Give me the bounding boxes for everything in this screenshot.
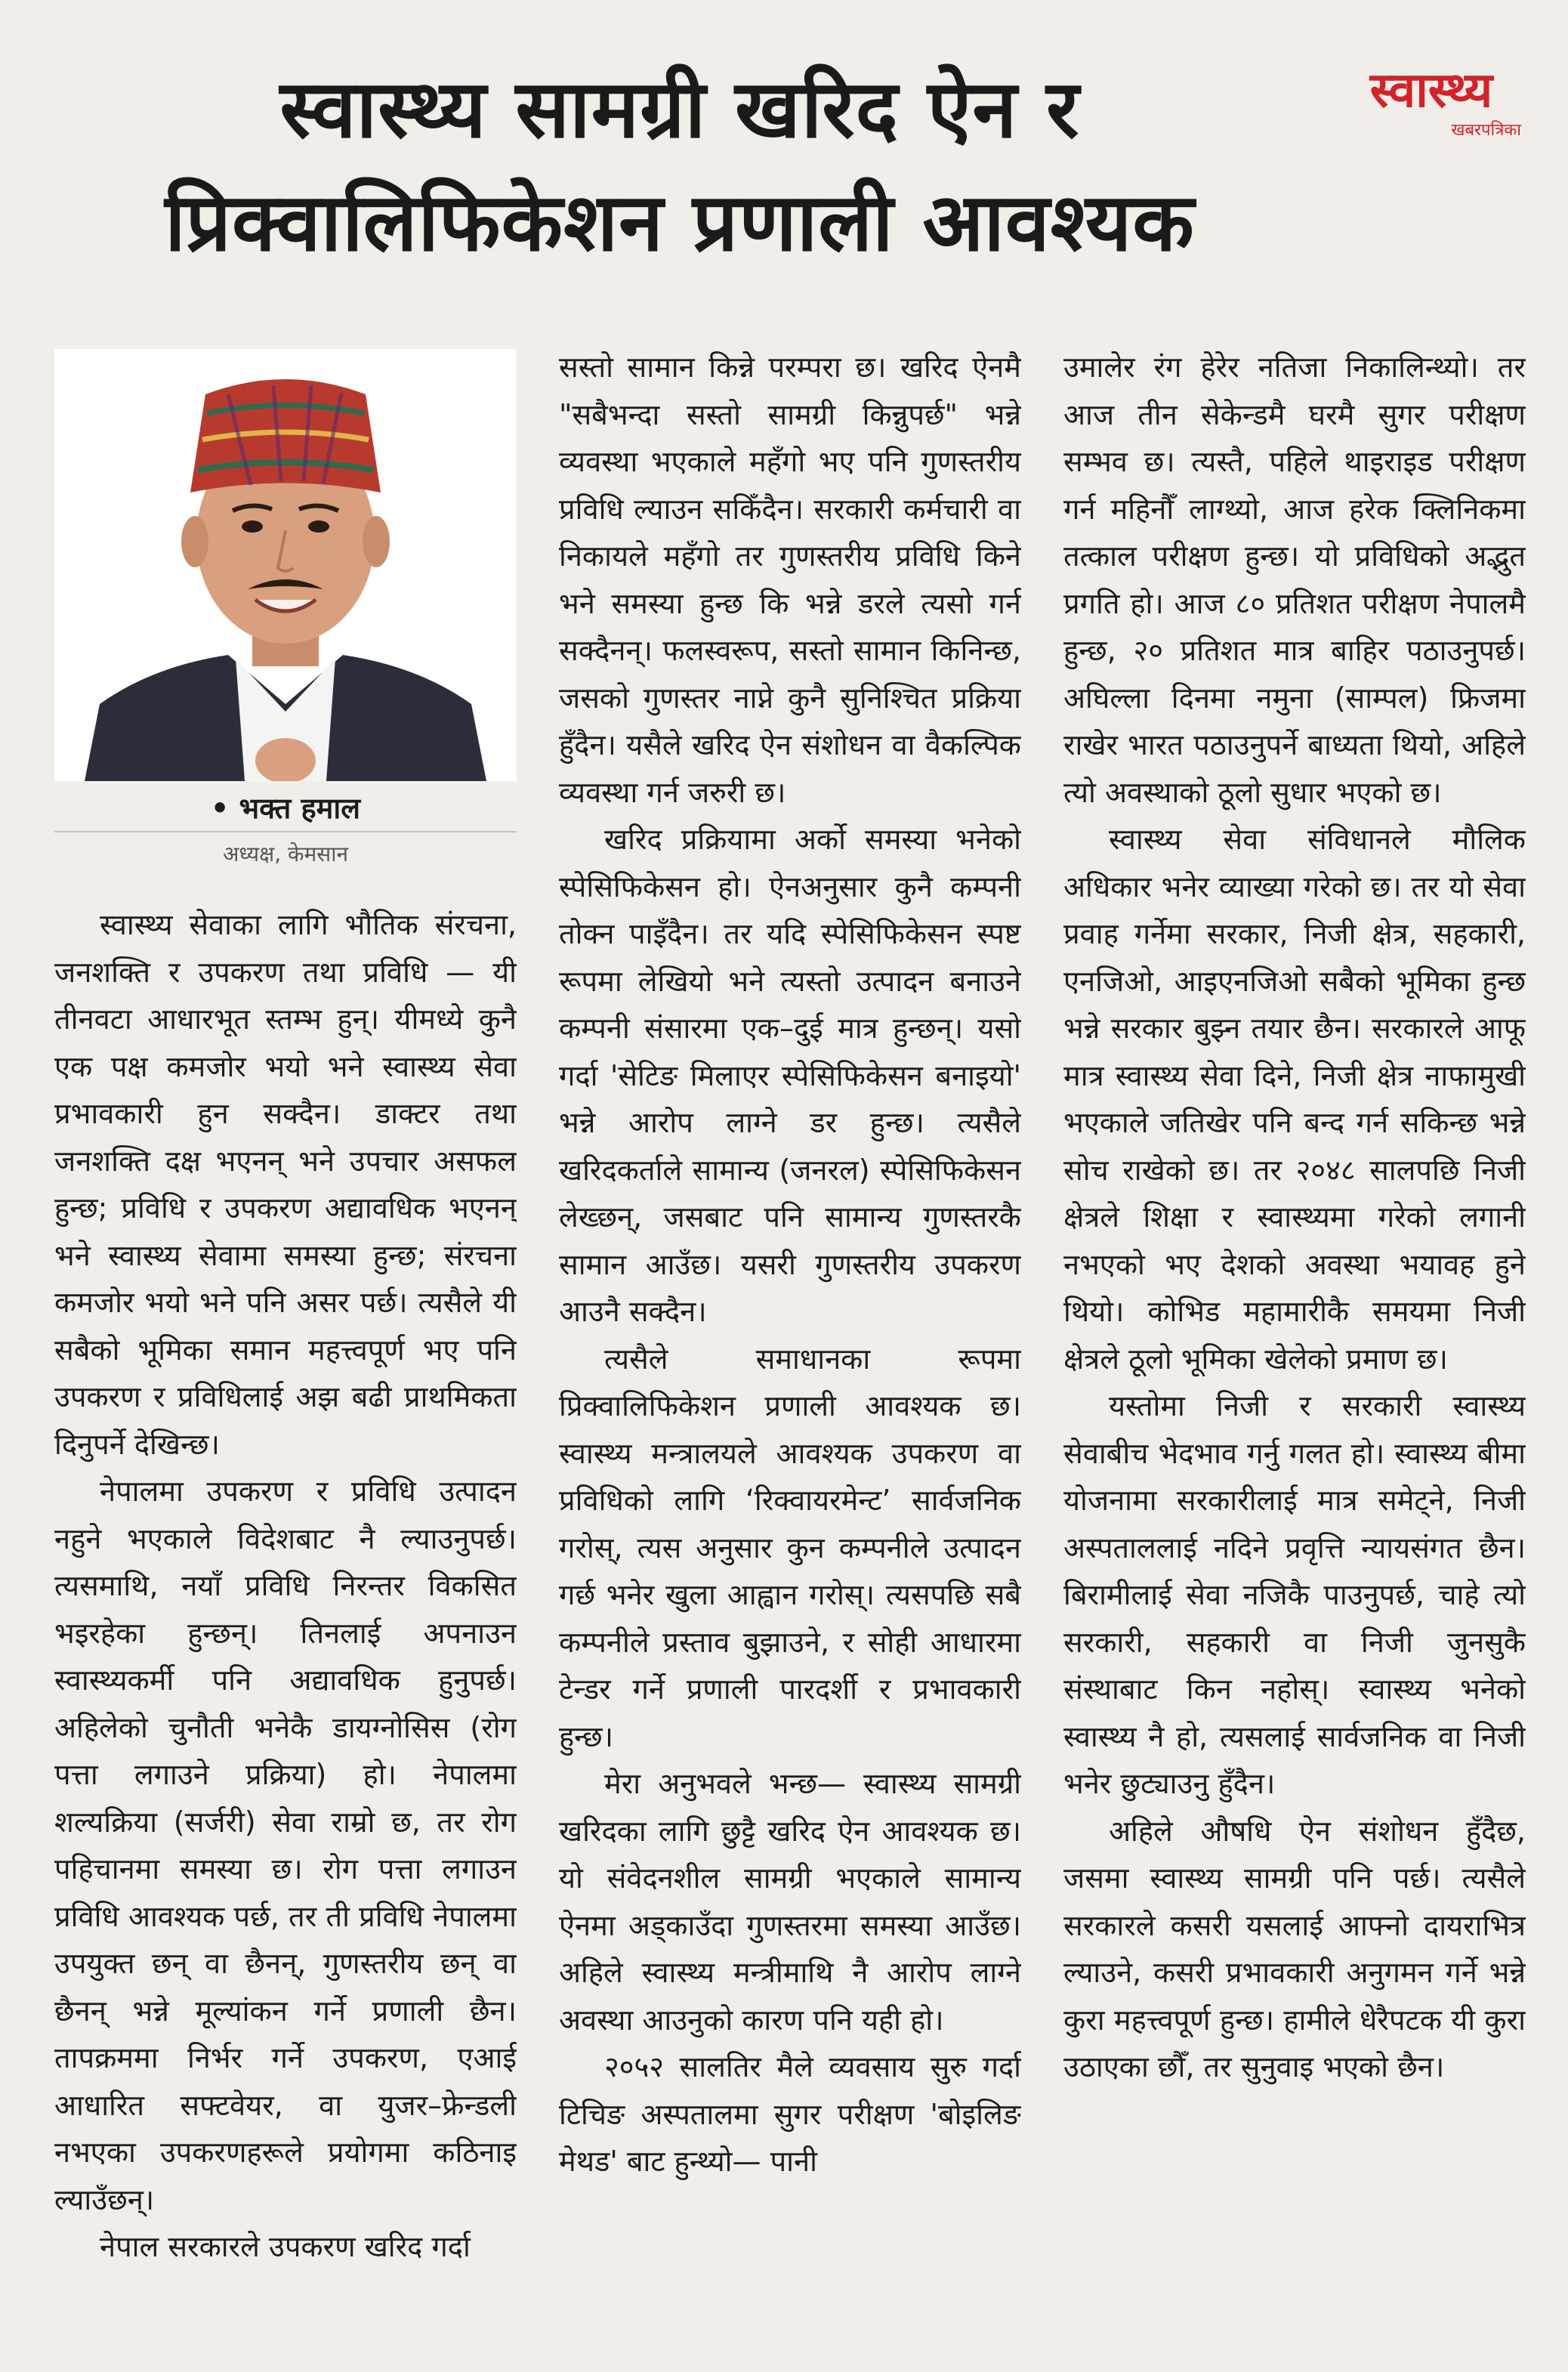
- headline-line-1: स्वास्थ्य सामग्री खरिद ऐन र: [279, 63, 1080, 156]
- paragraph: मेरा अनुभवले भन्छ— स्वास्थ्य सामग्री खरिदका लागि छुट्टै खरिद ऐन आवश्यक छ। यो संवेदनशील सामग्री भएकाले सामान्य ऐनमा अड्काउँदा गुणस्तरमा समस्या आउँछ। अहिले स्वास्थ्य मन्त्रीमाथि नै आरोप लाग्ने अवस्था आउनुको कारण पनि यही हो।: [559, 1767, 1021, 2037]
- caption-divider: [54, 831, 517, 832]
- author-role: अध्यक्ष, केमसान: [222, 842, 348, 866]
- paragraph: २०५२ सालतिर मैले व्यवसाय सुरु गर्दा टिचिङ अस्पतालमा सुगर परीक्षण 'बोइलिङ मेथड' बाट हुन्थ्यो— पानी: [559, 2050, 1021, 2178]
- paragraph: स्वास्थ्य सेवाका लागि भौतिक संरचना, जनशक्ति र उपकरण तथा प्रविधि — यी तीनवटा आधारभूत स्तम्भ हुन्। यीमध्ये कुनै एक पक्ष कमजोर भयो भने स्वास्थ्य सेवा प्रभावकारी हुन सक्दैन। डाक्टर तथा जनशक्ति दक्ष भएनन् भने उपचार असफल हुन्छ; प्रविधि र उपकरण अद्यावधिक भएनन् भने स्वास्थ्य सेवामा समस्या हुन्छ; संरचना कमजोर भयो भने पनि असर पर्छ। त्यसैले यी सबैको भूमिका समान महत्त्वपूर्ण भए पनि उपकरण र प्रविधिलाई अझ बढी प्राथमिकता दिनुपर्ने देखिन्छ।: [54, 908, 517, 1461]
- logo-sub-text: खबरपत्रिका: [1451, 121, 1521, 140]
- paragraph: सस्तो सामान किन्ने परम्परा छ। खरिद ऐनमै "सबैभन्दा सस्तो सामग्री किन्नुपर्छ" भन्ने व्यवस्था भएकाले महँगो भए पनि गुणस्तरीय प्रविधि ल्याउन सकिँदैन। सरकारी कर्मचारी वा निकायले महँगो तर गुणस्तरीय प्रविधि किने भने समस्या हुन्छ कि भन्ने डरले त्यसो गर्न सक्दैनन्। फलस्वरूप, सस्तो सामान किनिन्छ, जसको गुणस्तर नाप्ने कुनै सुनिश्चित प्रक्रिया हुँदैन। यसैले खरिद ऐन संशोधन वा वैकल्पिक व्यवस्था गर्न जरुरी छ।: [559, 351, 1021, 809]
- paragraph: खरिद प्रक्रियामा अर्को समस्या भनेको स्पेसिफिकेसन हो। ऐनअनुसार कुनै कम्पनी तोक्न पाइँदैन। तर यदि स्पेसिफिकेसन स्पष्ट रूपमा लेखियो भने त्यस्तो उत्पादन बनाउने कम्पनी संसारमा एक–दुई मात्र हुन्छन्। यसो गर्दा 'सेटिङ मिलाएर स्पेसिफिकेसन बनाइयो' भन्ने आरोप लाग्ने डर हुन्छ। त्यसैले खरिदकर्ताले सामान्य (जनरल) स्पेसिफिकेसन लेख्छन्, जसबाट पनि सामान्य गुणस्तरकै सामान आउँछ। यसरी गुणस्तरीय उपकरण आउनै सक्दैन।: [559, 823, 1021, 1328]
- publication-logo: [1329, 60, 1533, 141]
- article-column-1: [54, 901, 517, 2336]
- paragraph: नेपाल सरकारले उपकरण खरिद गर्दा: [100, 2230, 471, 2263]
- author-name: • भक्त हमाल: [211, 792, 360, 825]
- paragraph: नेपालमा उपकरण र प्रविधि उत्पादन नहुने भएकाले विदेशबाट नै ल्याउनुपर्छ। त्यसमाथि, नयाँ प्रविधि निरन्तर विकसित भइरहेका हुन्छन्। तिनलाई अपनाउन स्वास्थ्यकर्मी पनि अद्यावधिक हुनुपर्छ। अहिलेको चुनौती भनेकै डायग्नोसिस (रोग पत्ता लगाउने प्रक्रिया) हो। नेपालमा शल्यक्रिया (सर्जरी) सेवा राम्रो छ, तर रोग पहिचानमा समस्या छ। रोग पत्ता लगाउन प्रविधि आवश्यक पर्छ, तर ती प्रविधि नेपालमा उपयुक्त छन् वा छैनन्, गुणस्तरीय छन् वा छैनन् भन्ने मूल्यांकन गर्ने प्रणाली छैन। तापक्रममा निर्भर गर्ने उपकरण, एआई आधारित सफ्टवेयर, वा युजर–फ्रेन्डली नभएका उपकरणहरूले प्रयोगमा कठिनाइ ल्याउँछन्।: [54, 1475, 517, 2216]
- paragraph: त्यसैले समाधानका रूपमा प्रिक्वालिफिकेशन प्रणाली आवश्यक छ। स्वास्थ्य मन्त्रालयले आवश्यक उपकरण वा प्रविधिको लागि ‘रिक्वायरमेन्ट’ सार्वजनिक गरोस्, त्यस अनुसार कुन कम्पनीले उत्पादन गर्छ भनेर खुला आह्वान गरोस्। त्यसपछि सबै कम्पनीले प्रस्ताव बुझाउने, र सोही आधारमा टेन्डर गर्ने प्रणाली पारदर्शी र प्रभावकारी हुन्छ।: [559, 1342, 1021, 1753]
- headline-line-2: प्रिक्वालिफिकेशन प्रणाली आवश्यक: [165, 176, 1195, 269]
- article-column-2: [559, 344, 1021, 2338]
- paragraph: उमालेर रंग हेरेर नतिजा निकालिन्थ्यो। तर आज तीन सेकेन्डमै घरमै सुगर परीक्षण सम्भव छ। त्यस्तै, पहिले थाइराइड परीक्षण गर्न महिनौँ लाग्थ्यो, आज हरेक क्लिनिकमा तत्काल परीक्षण हुन्छ। यो प्रविधिको अद्भुत प्रगति हो। आज ८० प्रतिशत परीक्षण नेपालमै हुन्छ, २० प्रतिशत मात्र बाहिर पठाउनुपर्छ। अघिल्ला दिनमा नमुना (साम्पल) फ्रिजमा राखेर भारत पठाउनुपर्ने बाध्यता थियो, अहिले त्यो अवस्थाको ठूलो सुधार भएको छ।: [1063, 351, 1526, 809]
- paragraph: यस्तोमा निजी र सरकारी स्वास्थ्य सेवाबीच भेदभाव गर्नु गलत हो। स्वास्थ्य बीमा योजनामा सरकारीलाई मात्र समेट्ने, निजी अस्पताललाई नदिने प्रवृत्ति न्यायसंगत छैन। बिरामीलाई सेवा नजिकै पाउनुपर्छ, चाहे त्यो सरकारी, सहकारी वा निजी जुनसुकै संस्थाबाट किन नहोस्। स्वास्थ्य भनेको स्वास्थ्य नै हो, त्यसलाई सार्वजनिक वा निजी भनेर छुट्याउनु हुँदैन।: [1063, 1389, 1526, 1800]
- article-column-3: [1063, 344, 1526, 2338]
- logo-main-text: स्वास्थ्य: [1369, 62, 1493, 119]
- author-portrait-illustration: [54, 349, 517, 781]
- author-photo: [54, 349, 517, 781]
- paragraph: अहिले औषधि ऐन संशोधन हुँदैछ, जसमा स्वास्थ्य सामग्री पनि पर्छ। त्यसैले सरकारले कसरी यसलाई आफ्नो दायराभित्र ल्याउने, कसरी प्रभावकारी अनुगमन गर्ने भन्ने कुरा महत्त्वपूर्ण हुन्छ। हामीले धेरैपटक यी कुरा उठाएका छौँ, तर सुनुवाइ भएको छैन।: [1063, 1814, 1526, 2083]
- paragraph: स्वास्थ्य सेवा संविधानले मौलिक अधिकार भनेर व्याख्या गरेको छ। तर यो सेवा प्रवाह गर्नेमा सरकार, निजी क्षेत्र, सहकारी, एनजिओ, आइएनजिओ सबैको भूमिका हुन्छ भन्ने सरकार बुझ्न तयार छैन। सरकारले आफू मात्र स्वास्थ्य सेवा दिने, निजी क्षेत्र नाफामुखी भएकाले जतिखेर पनि बन्द गर्न सकिन्छ भन्ने सोच राखेको छ। तर २०४८ सालपछि निजी क्षेत्रले शिक्षा र स्वास्थ्यमा गरेको लगानी नभएको भए देशको अवस्था भयावह हुने थियो। कोभिड महामारीकै समयमा निजी क्षेत्रले ठूलो भूमिका खेलेको प्रमाण छ।: [1063, 823, 1526, 1376]
- headline: [30, 53, 1329, 280]
